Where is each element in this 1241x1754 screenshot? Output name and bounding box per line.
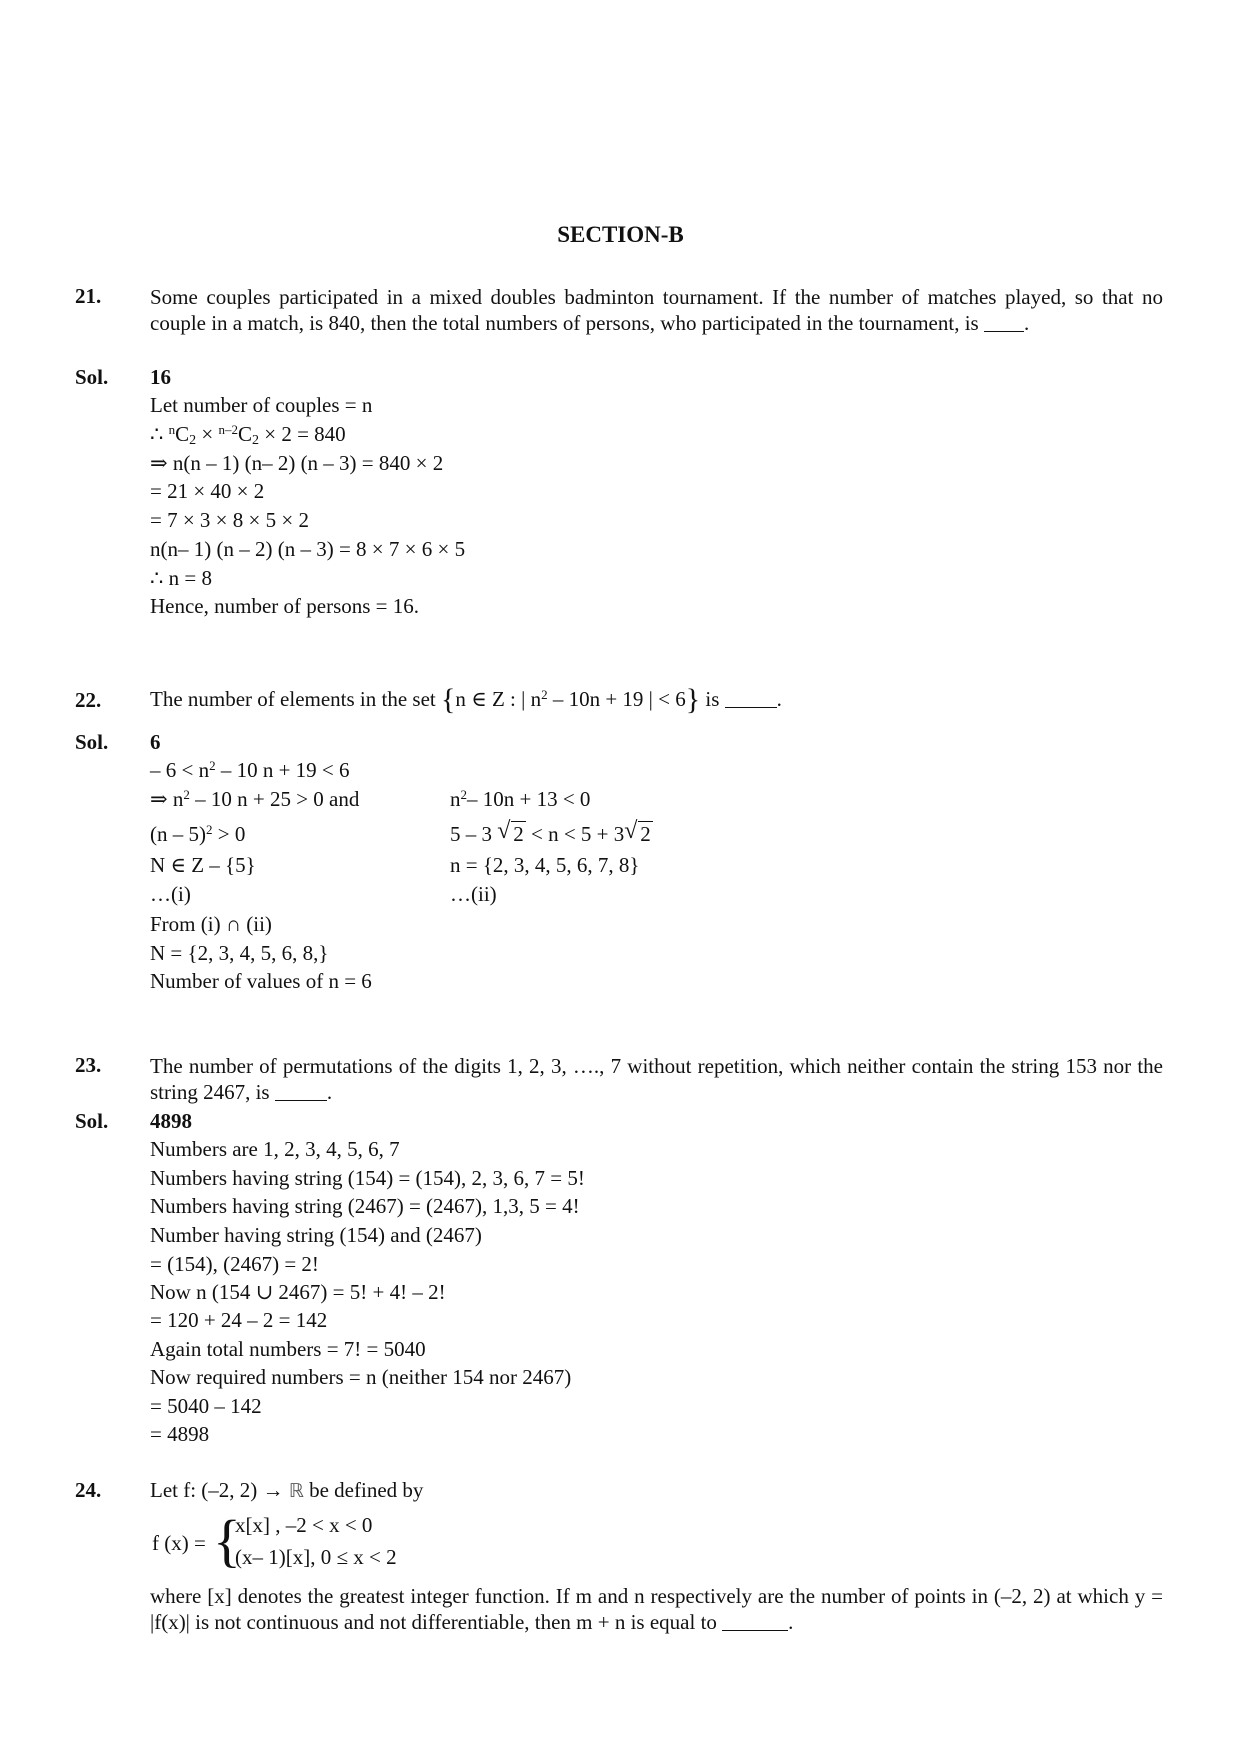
solution-line: ∴ n = 8	[150, 566, 212, 590]
solution-line: Numbers having string (2467) = (2467), 1,3, 5 = 4!	[150, 1194, 580, 1218]
solution-line: = 120 + 24 – 2 = 142	[150, 1308, 328, 1332]
real-numbers-symbol: ℝ	[288, 1480, 304, 1502]
solution-line: …(ii)	[450, 882, 497, 906]
solution-label-23: Sol.	[75, 1109, 109, 1133]
solution-label-21: Sol.	[75, 365, 109, 389]
answer-blank	[722, 1612, 788, 1631]
solution-line: Now n (154 ∪ 2467) = 5! + 4! – 2!	[150, 1280, 446, 1304]
solution-label-22: Sol.	[75, 730, 109, 754]
solution-line: ⇒ $n^2 - 10$ n + 25 > 0 and	[150, 787, 360, 811]
function-case: x[x] , –2 < x < 0	[235, 1513, 373, 1537]
solution-line: = 4898	[150, 1422, 210, 1446]
solution-line: Number having string (154) and (2467)	[150, 1223, 482, 1247]
question-number-23: 23.	[75, 1053, 102, 1077]
solution-line: Numbers having string (154) = (154), 2, 3, 6, 7 = 5!	[150, 1166, 585, 1190]
solution-line: Hence, number of persons = 16.	[150, 594, 420, 618]
solution-line: n = {2, 3, 4, 5, 6, 7, 8}	[450, 853, 640, 877]
section-title: SECTION-B	[557, 222, 684, 247]
solution-line: ∴ $^nC_2 \times ^{n-2}C_2 \times 2 = 840$	[150, 422, 346, 448]
answer-blank	[725, 689, 777, 708]
answer-21: 16	[150, 365, 171, 389]
question-number-24: 24.	[75, 1478, 102, 1502]
solution-line: – $6 < n^2 - 10$ n + 19 < 6	[150, 758, 350, 782]
solution-line: = 5040 – 142	[150, 1394, 262, 1418]
solution-line: = (154), (2467) = 2!	[150, 1252, 319, 1276]
solution-line: (n – 5)$^2$ > 0	[150, 822, 246, 846]
solution-line: n(n– 1) (n – 2) (n – 3) = 8 × 7 × 6 × 5	[150, 537, 466, 561]
solution-line: …(i)	[150, 882, 191, 906]
solution-line: N = {2, 3, 4, 5, 6, 8,}	[150, 941, 329, 965]
solution-line: Now required numbers = n (neither 154 nor 2467)	[150, 1365, 572, 1389]
solution-line: Again total numbers = 7! = 5040	[150, 1337, 426, 1361]
answer-blank	[275, 1082, 327, 1101]
solution-line: Number of values of n = 6	[150, 969, 372, 993]
question-text-24: Let f: (–2, 2) → ℝ be defined by	[150, 1478, 424, 1502]
solution-line: Numbers are 1, 2, 3, 4, 5, 6, 7	[150, 1137, 400, 1161]
solution-line: From (i) ∩ (ii)	[150, 912, 272, 936]
solution-line: = 7 × 3 × 8 × 5 × 2	[150, 508, 309, 532]
answer-23: 4898	[150, 1109, 192, 1133]
question-text-22: The number of elements in the set {n ∈ Z : | $n^2 - 10n + 19$ | < 6} is .	[150, 683, 782, 716]
solution-line: N ∈ Z – {5}	[150, 853, 256, 877]
question-number-22: 22.	[75, 688, 102, 712]
function-case: (x– 1)[x], 0 ≤ x < 2	[235, 1545, 397, 1569]
answer-22: 6	[150, 730, 161, 754]
solution-line: Let number of couples = n	[150, 393, 373, 417]
solution-line: = 21 × 40 × 2	[150, 479, 265, 503]
solution-line: $n^2-$ 10n + 13 < 0	[450, 787, 591, 811]
question-number-21: 21.	[75, 284, 102, 308]
question-text-21: Some couples participated in a mixed doubles badminton tournament. If the number of matches played, so that no couple in a match, is 840, then the total numbers of persons, who participated in the tournament, is .	[150, 285, 1163, 335]
brace-icon: {	[213, 1508, 241, 1573]
solution-line: ⇒ n(n – 1) (n– 2) (n – 3) = 840 × 2	[150, 451, 444, 475]
question-text-24-continued: where [x] denotes the greatest integer function. If m and n respectively are the number of points in (–2, 2) at which y = |f(x)| is not continuous and not differentiable, then m + n is equal to .	[150, 1584, 1163, 1634]
question-text-23: The number of permutations of the digits 1, 2, 3, …., 7 without repetition, which neither contain the string 153 nor the string 2467, is .	[150, 1054, 1163, 1104]
solution-line: 5 – 3 √ 2 < n < 5 + 3 √ 2	[450, 818, 651, 846]
function-label: f (x) =	[152, 1531, 206, 1555]
answer-blank	[984, 313, 1024, 332]
